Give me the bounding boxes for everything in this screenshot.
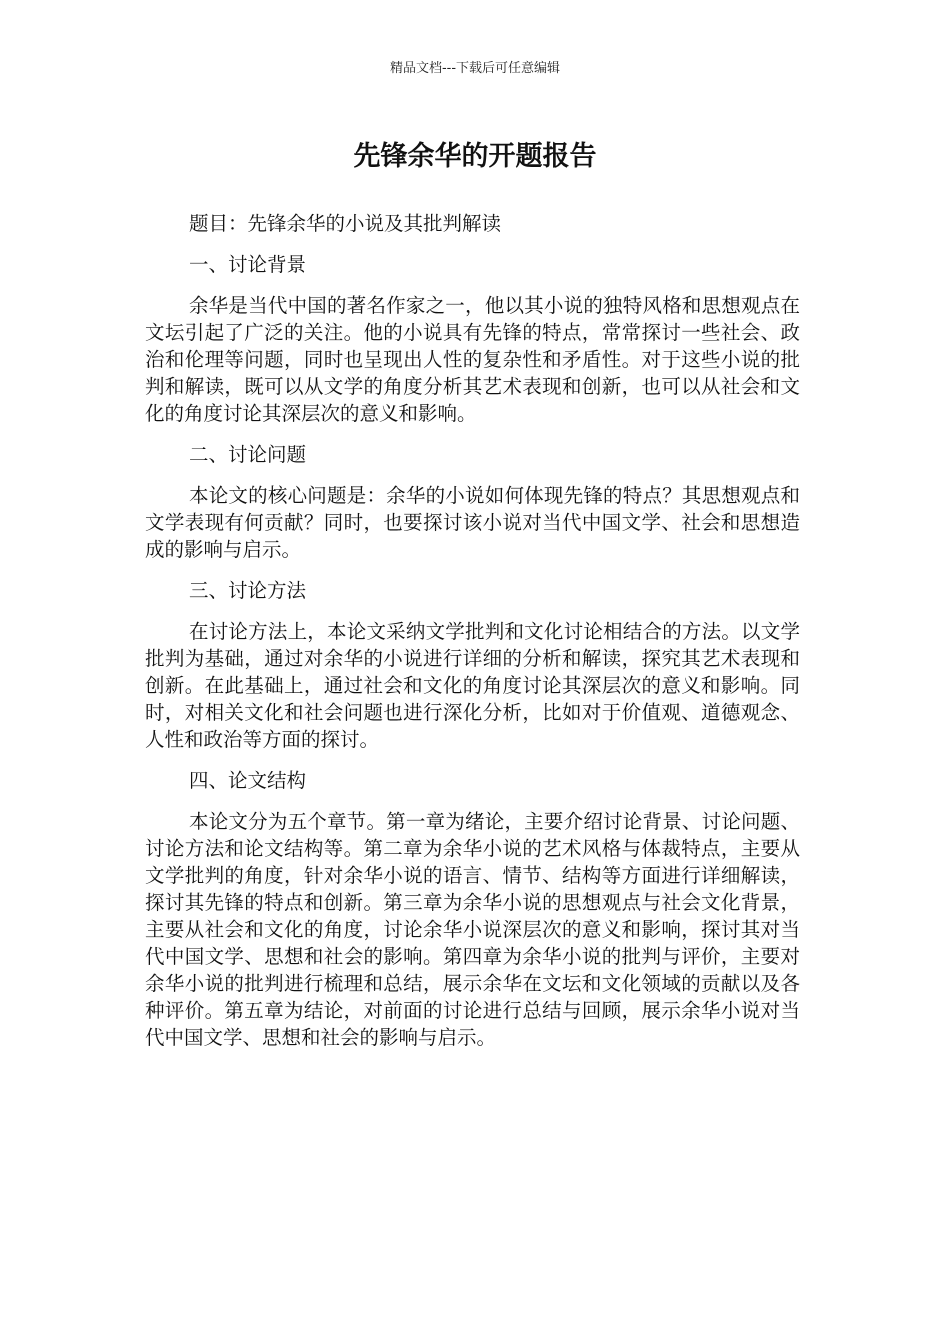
section-heading-background: 一、讨论背景 bbox=[189, 253, 307, 276]
section-heading-question: 二、讨论问题 bbox=[189, 443, 307, 466]
section-heading-method: 三、讨论方法 bbox=[189, 579, 307, 602]
section-text-method: 在讨论方法上，本论文采纳文学批判和文化讨论相结合的方法。以文学批判为基础，通过对余华的小说进行详细的分析和解读，探究其艺术表现和创新。在此基础上，通过社会和文化的角度讨论其深层次的意义和影响。同时，对相关文化和社会问题也进行深化分析，比如对于价值观、道德观念、人性和政治等方面的探讨。 bbox=[145, 620, 800, 751]
section-heading-structure: 四、论文结构 bbox=[189, 769, 307, 792]
section-text-structure: 本论文分为五个章节。第一章为绪论，主要介绍讨论背景、讨论问题、讨论方法和论文结构等。第二章为余华小说的艺术风格与体裁特点，主要从文学批判的角度，针对余华小说的语言、情节、结构等方面进行详细解读，探讨其先锋的特点和创新。第三章为余华小说的思想观点与社会文化背景，主要从社会和文化的角度，讨论余华小说深层次的意义和影响，探讨其对当代中国文学、思想和社会的影响。第四章为余华小说的批判与评价，主要对余华小说的批判进行梳理和总结，展示余华在文坛和文化领域的贡献以及各种评价。第五章为结论，对前面的讨论进行总结与回顾，展示余华小说对当代中国文学、思想和社会的影响与启示。 bbox=[145, 810, 800, 1049]
section-text-background: 余华是当代中国的著名作家之一，他以其小说的独特风格和思想观点在文坛引起了广泛的关注。他的小说具有先锋的特点，常常探讨一些社会、政治和伦理等问题，同时也呈现出人性的复杂性和矛盾性。对于这些小说的批判和解读，既可以从文学的角度分析其艺术表现和创新，也可以从社会和文化的角度讨论其深层次的意义和影响。 bbox=[145, 294, 800, 425]
document-title: 先锋余华的开题报告 bbox=[353, 141, 597, 172]
section-text-question: 本论文的核心问题是：余华的小说如何体现先锋的特点？其思想观点和文学表现有何贡献？同时，也要探讨该小说对当代中国文学、社会和思想造成的影响与启示。 bbox=[145, 484, 800, 561]
topic-line: 题目：先锋余华的小说及其批判解读 bbox=[189, 212, 502, 235]
document-body bbox=[145, 210, 800, 1065]
page-header: 精品文档---下载后可任意编辑 bbox=[389, 61, 561, 76]
